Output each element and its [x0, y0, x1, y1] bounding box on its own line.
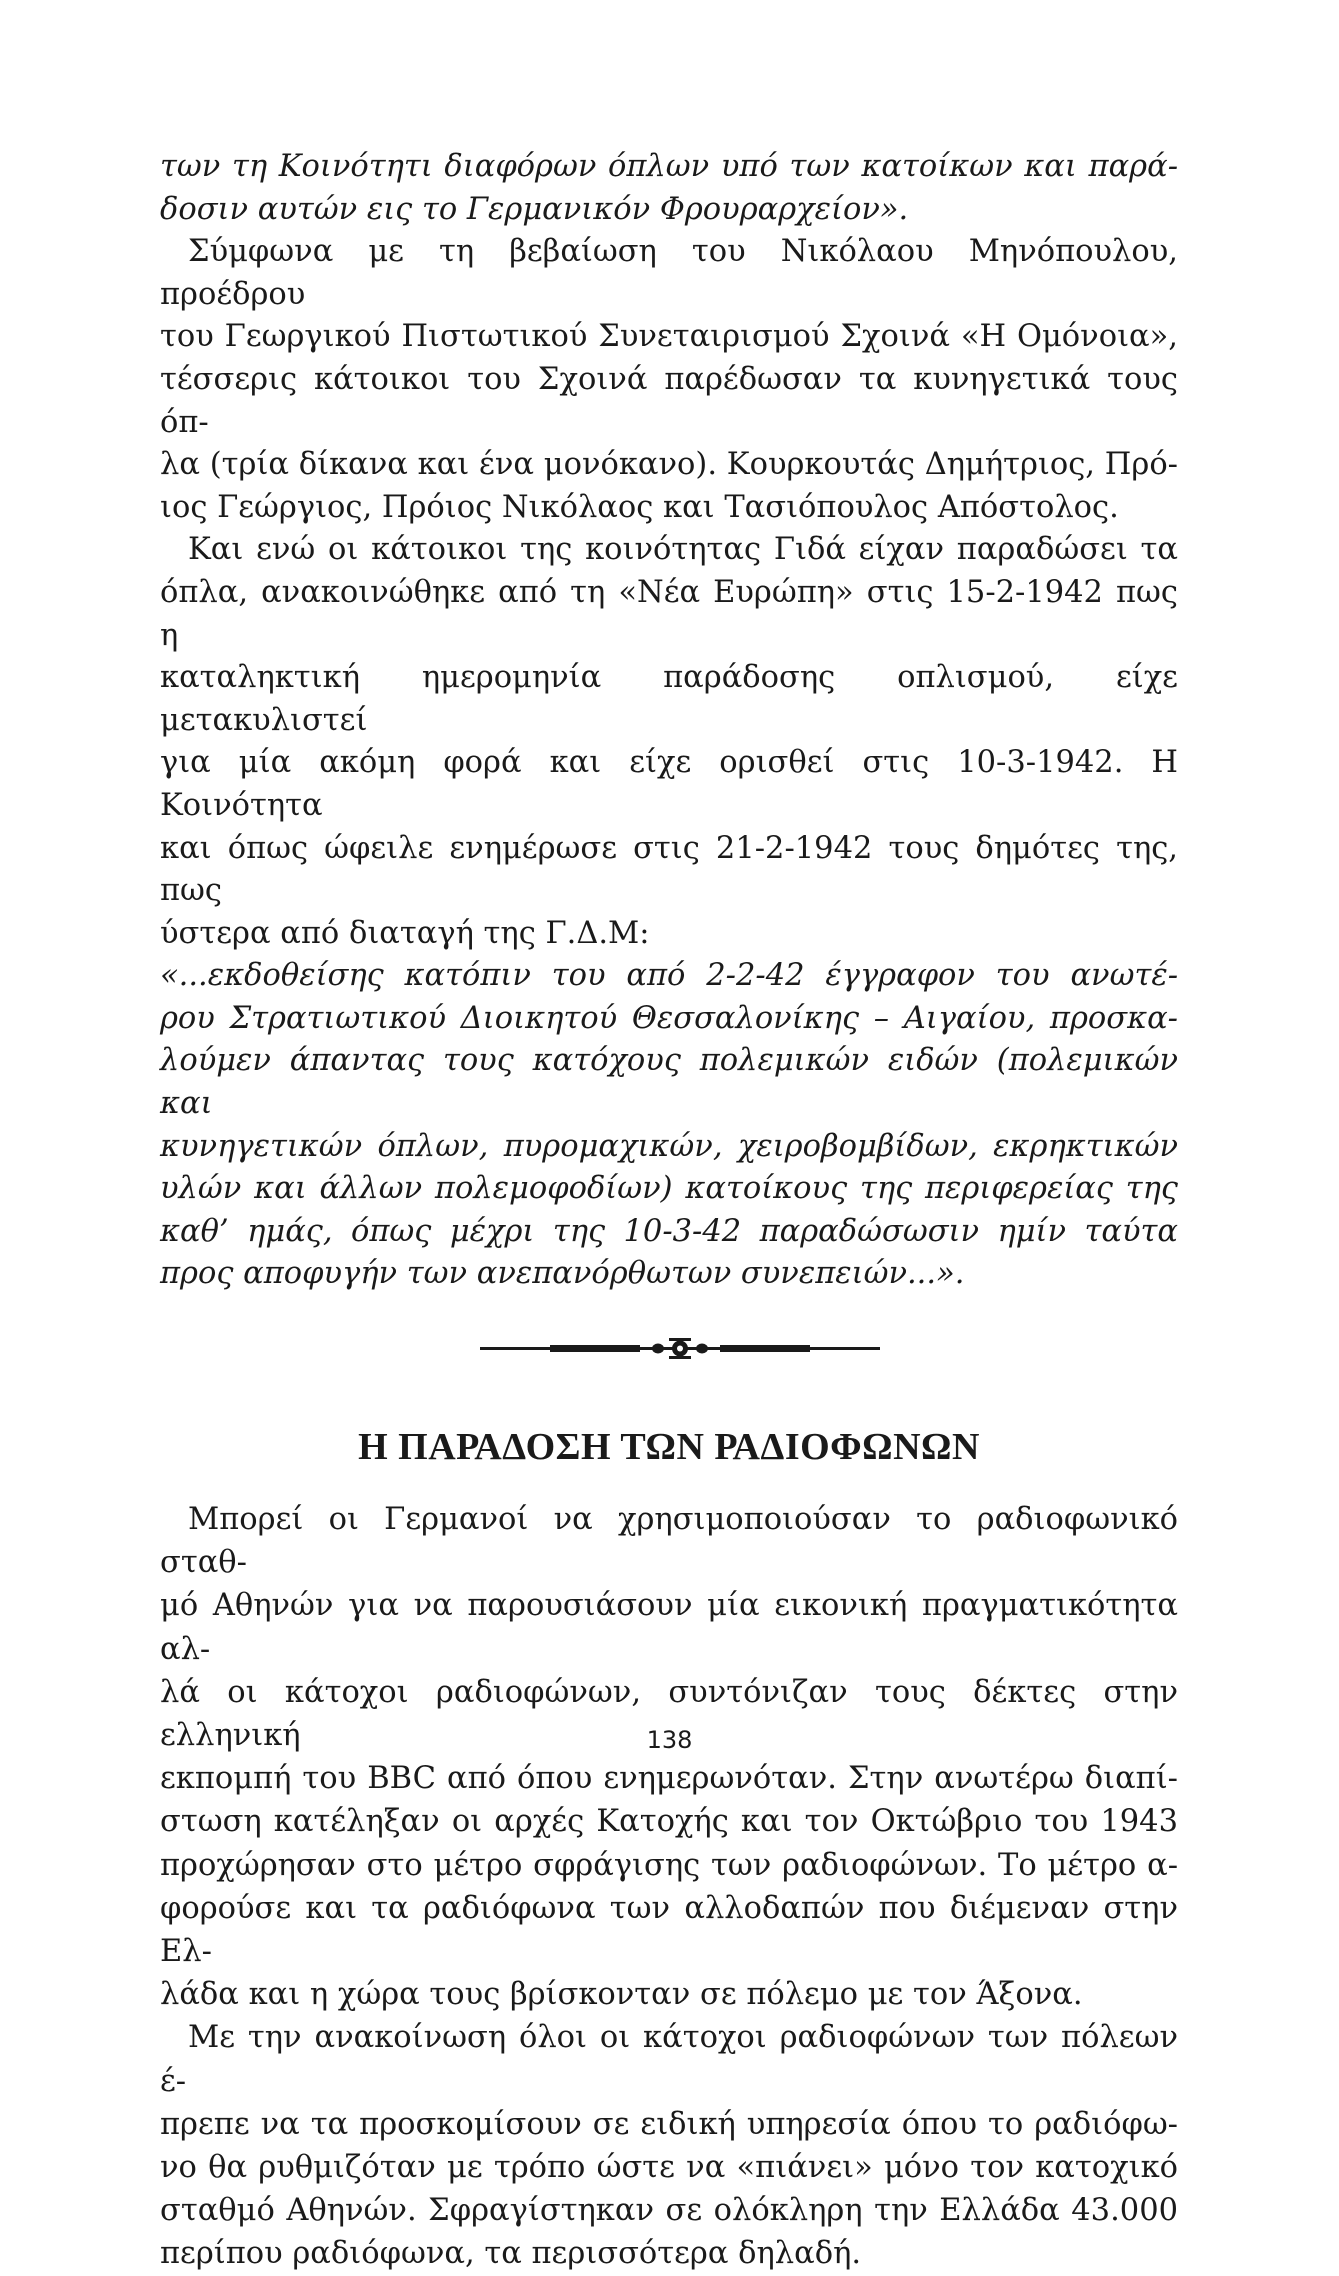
text-line: σταθμό Αθηνών. Σφραγίστηκαν σε ολόκληρη την Ελλάδα 43.000 — [160, 2193, 1178, 2229]
text-line: υλών και άλλων πολεμοφοδίων) κατοίκους της περιφερείας της — [160, 1171, 1178, 1207]
text-line: λά οι κάτοχοι ραδιοφώνων, συντόνιζαν τους δέκτες στην ελληνική — [160, 1674, 1178, 1754]
text-line: για μία ακόμη φορά και είχε ορισθεί στις 10-3-1942. Η Κοινότητα — [160, 745, 1178, 823]
text-line: μό Αθηνών για να παρουσιάσουν μία εικονική πραγματικότητα αλ- — [160, 1588, 1178, 1667]
text-line: προχώρησαν στο μέτρο σφράγισης των ραδιοφώνων. Το μέτρο α- — [160, 1847, 1178, 1883]
text-line: καταληκτική ημερομηνία παράδοσης οπλισμού, είχε μετακυλιστεί — [160, 660, 1178, 738]
text-line: και όπως ώφειλε ενημέρωσε στις 21-2-1942 τους δημότες της, πως — [160, 830, 1178, 909]
text-line: κυνηγετικών όπλων, πυρομαχικών, χειροβομβίδων, εκρηκτικών — [160, 1128, 1178, 1164]
text-line: στωση κατέληξαν οι αρχές Κατοχής και τον Οκτώβριο του 1943 — [160, 1804, 1178, 1840]
text-line: εκπομπή του BBC από όπου ενημερωνόταν. Στην ανωτέρω διαπί- — [160, 1761, 1178, 1797]
text-line: τέσσερις κάτοικοι του Σχοινά παρέδωσαν τα κυνηγετικά τους όπ- — [160, 361, 1178, 440]
text-line: ιος Γεώργιος, Πρόιος Νικόλαος και Τασιόπουλος Απόστολος. — [160, 489, 1119, 525]
text-line: νο θα ρυθμιζόταν με τρόπο ώστε να «πιάνει» μόνο τον κατοχικό — [160, 2150, 1178, 2186]
text-line: όπλα, ανακοινώθηκε από τη «Νέα Ευρώπη» στις 15-2-1942 πως η — [160, 574, 1178, 653]
section-radio-surrender — [160, 1498, 1178, 2276]
ornamental-divider — [160, 1320, 1178, 1380]
paragraph — [160, 529, 1178, 955]
text-line: περίπου ραδιόφωνα, τα περισσότερα δηλαδή. — [160, 2236, 862, 2272]
text-line: δοσιν αυτών εις το Γερμανικόν Φρουραρχείον». — [160, 191, 909, 227]
text-line: λούμεν άπαντας τους κατόχους πολεμικών ειδών (πολεμικών και — [160, 1043, 1178, 1122]
text-line: καθ’ ημάς, όπως μέχρι της 10-3-42 παραδώσωσιν ημίν ταύτα — [160, 1213, 1178, 1249]
paragraph — [160, 1498, 1178, 2016]
text-line: λάδα και η χώρα τους βρίσκονταν σε πόλεμο με τον Άξονα. — [160, 1977, 1083, 2013]
text-line: ύστερα από διαταγή της Γ.Δ.Μ: — [160, 915, 650, 951]
section-occupation-weapons — [160, 146, 1178, 1296]
text-line: των τη Κοινότητι διαφόρων όπλων υπό των κατοίκων και παρά- — [160, 149, 1178, 184]
section-heading: Η ΠΑΡΑΔΟΣΗ ΤΩΝ ΡΑΔΙΟΦΩΝΩΝ — [358, 1426, 980, 1469]
text-line: «...εκδοθείσης κατόπιν του από 2-2-42 έγγραφον του ανωτέ- — [160, 958, 1178, 994]
text-line: ρου Στρατιωτικού Διοικητού Θεσσαλονίκης – Αιγαίου, προσκα- — [160, 1000, 1178, 1036]
text-line: Με την ανακοίνωση όλοι οι κάτοχοι ραδιοφώνων των πόλεων έ- — [160, 2020, 1178, 2099]
text-line: του Γεωργικού Πιστωτικού Συνεταιρισμού Σχοινά «Η Ομόνοια», — [160, 319, 1178, 355]
text-line: Και ενώ οι κάτοικοι της κοινότητας Γιδά είχαν παραδώσει τα — [188, 532, 1178, 568]
paragraph — [160, 2016, 1178, 2275]
ornamental-rule-icon — [480, 1336, 880, 1360]
paragraph — [160, 955, 1178, 1296]
text-line: φορούσε και τα ραδιόφωνα των αλλοδαπών που διέμεναν στην Ελ- — [160, 1890, 1178, 1970]
text-line: Μπορεί οι Γερμανοί να χρησιμοποιούσαν το ραδιοφωνικό σταθ- — [160, 1502, 1178, 1581]
page-number: 138 — [646, 1726, 693, 1754]
text-line: λα (τρία δίκανα και ένα μονόκανο). Κουρκουτάς Δημήτριος, Πρό- — [160, 447, 1178, 483]
text-line: προς αποφυγήν των ανεπανόρθωτων συνεπειών...». — [160, 1256, 965, 1292]
paragraph — [160, 231, 1178, 529]
text-line: πρεπε να τα προσκομίσουν σε ειδική υπηρεσία όπου το ραδιόφω- — [160, 2106, 1178, 2142]
text-line: Σύμφωνα με τη βεβαίωση του Νικόλαου Μηνόπουλου, προέδρου — [160, 234, 1178, 312]
paragraph — [160, 146, 1178, 231]
page-body — [160, 146, 1178, 2276]
